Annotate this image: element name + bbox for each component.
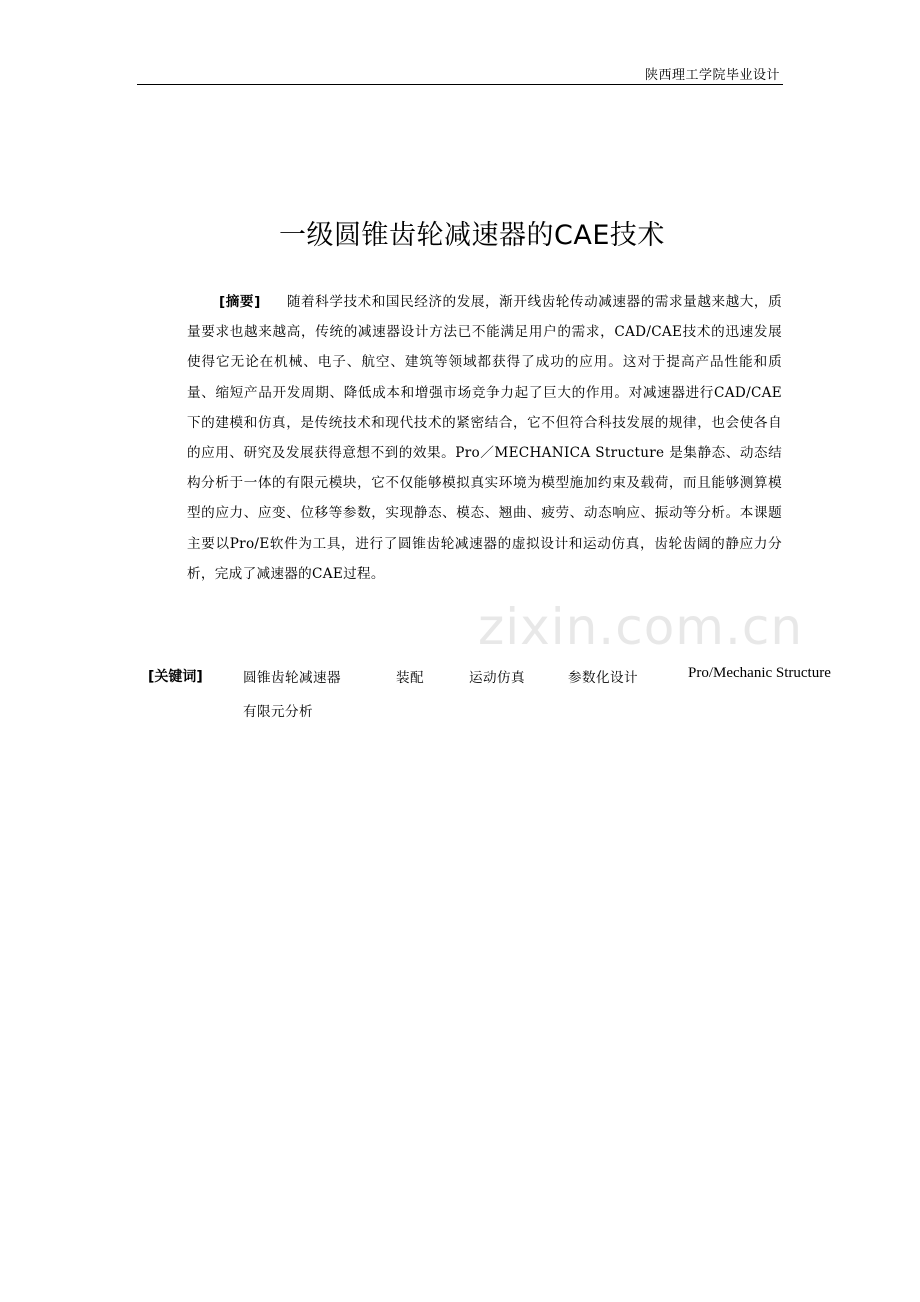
keyword-item: 圆锥齿轮减速器 [243,670,341,686]
watermark: zixin.com.cn [478,598,804,656]
keywords-label: [关键词] [148,669,203,685]
abstract-paragraph [187,287,782,589]
header-rule [137,84,783,85]
keyword-item: 装配 [396,670,424,686]
keyword-item: 参数化设计 [568,670,638,686]
abstract-text: 随着科学技术和国民经济的发展，渐开线齿轮传动减速器的需求量越来越大，质量要求也越来越高，传统的减速器设计方法已不能满足用户的需求，CAD/CAE技术的迅速发展使得它无论在机械、电子、航空、建筑等领域都获得了成功的应用。这对于提高产品性能和质量、缩短产品开发周期、降低成本和增强市场竞争力起了巨大的作用。对减速器进行CAD/CAE下的建模和仿真，是传统技术和现代技术的紧密结合，它不但符合科技发展的规律，也会使各自的应用、研究及发展获得意想不到的效果。Pro／MECHANICA Structure 是集静态、动态结构分析于一体的有限元模块，它不仅能够模拟真实环境为模型施加约束及载荷，而且能够测算模型的应力、应变、位移等参数，实现静态、模态、翘曲、疲劳、动态响应、振动等分析。本课题主要以Pro/E软件为工具，进行了圆锥齿轮减速器的虚拟设计和运动仿真，齿轮齿阔的静应力分析，完成了减速器的CAE过程。 [187,294,782,582]
keyword-item: Pro/Mechanic Structure [688,665,831,681]
keyword-item: 有限元分析 [243,704,313,720]
keyword-item: 运动仿真 [469,670,525,686]
abstract-label: [摘要] [219,294,261,310]
running-header: 陕西理工学院毕业设计 [644,68,780,83]
document-title: 一级圆锥齿轮减速器的CAE技术 [279,220,665,251]
